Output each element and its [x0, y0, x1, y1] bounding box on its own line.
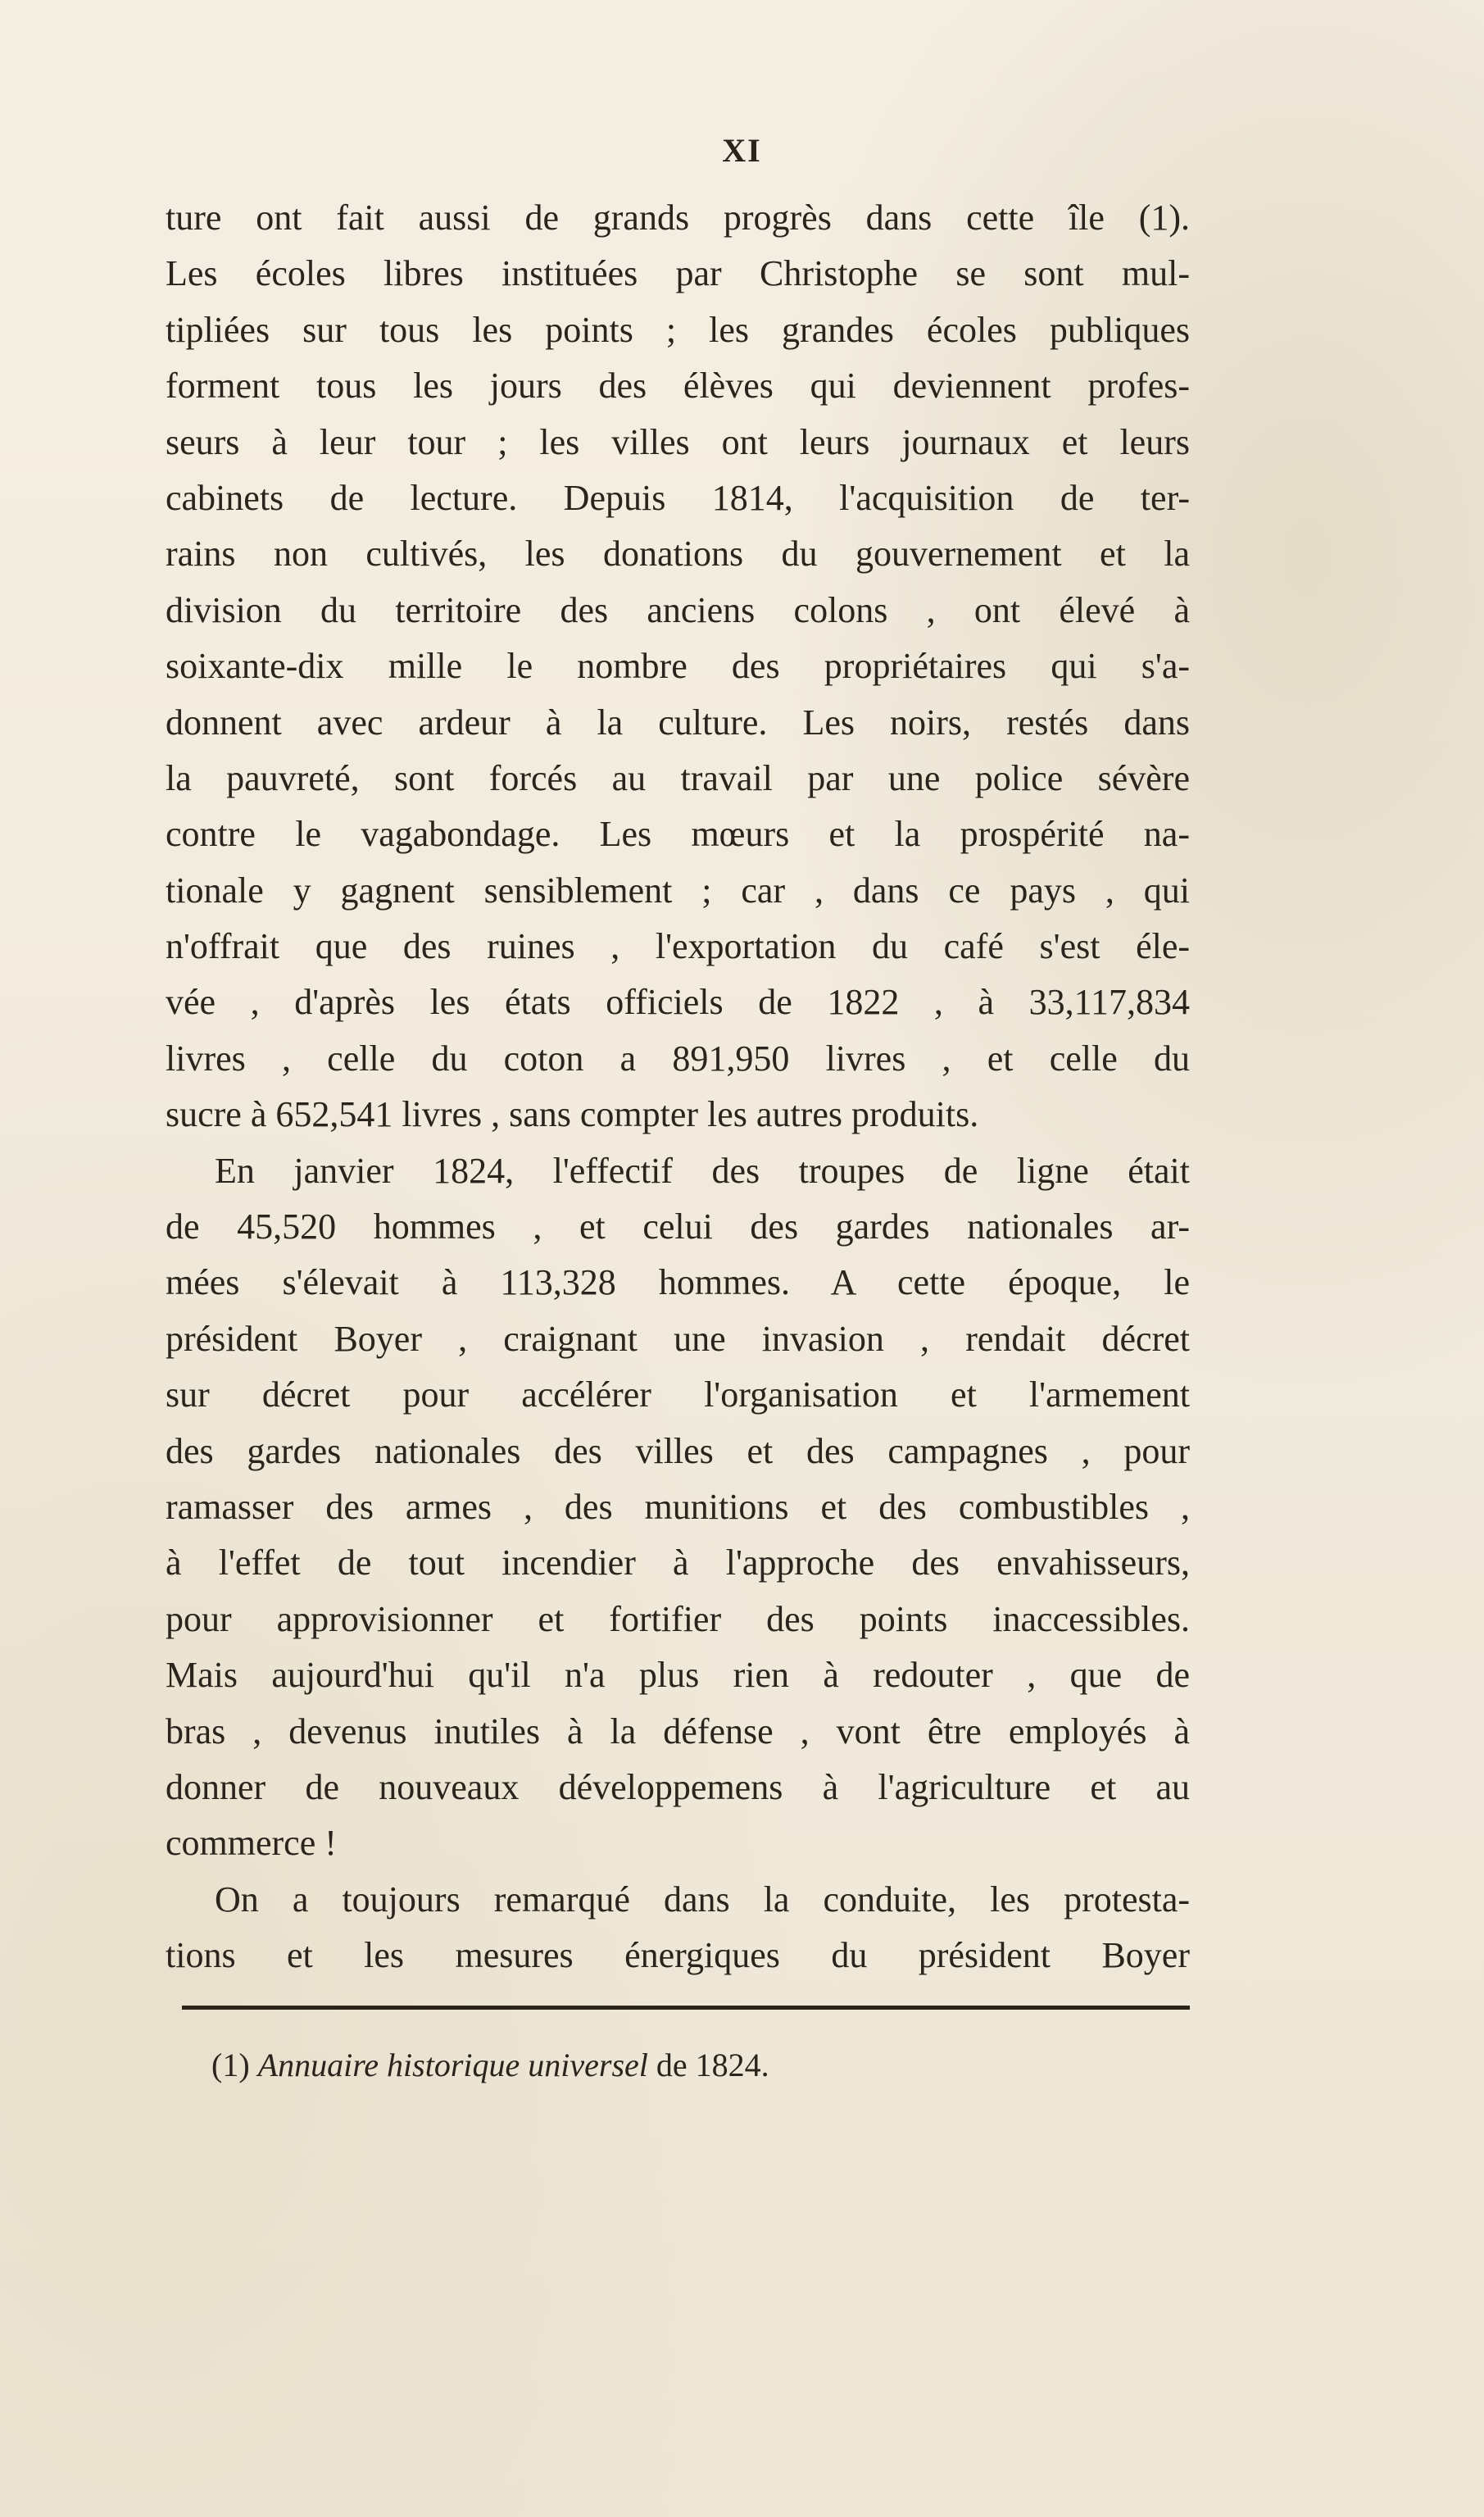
footnote-title: Annuaire historique universel	[257, 2047, 648, 2083]
text-line: pour approvisionner et fortifier des points inaccessibles.	[166, 1598, 1190, 1639]
text-line: commerce !	[166, 1823, 337, 1864]
text-line: bras , devenus inutiles à la défense , vont être employés à	[166, 1711, 1190, 1751]
text-line: Mais aujourd'hui qu'il n'a plus rien à redouter , que de	[166, 1655, 1190, 1696]
text-line: rains non cultivés, les donations du gouvernement et la	[166, 534, 1190, 575]
text-line: contre le vagabondage. Les mœurs et la prospérité na-	[166, 814, 1190, 855]
text-line: forment tous les jours des élèves qui deviennent profes-	[166, 366, 1190, 407]
text-line: la pauvreté, sont forcés au travail par une police sévère	[166, 757, 1190, 798]
text-line: n'offrait que des ruines , l'exportation du café s'est éle-	[166, 926, 1190, 967]
text-line: tipliées sur tous les points ; les grandes écoles publiques	[166, 309, 1190, 350]
text-line: seurs à leur tour ; les villes ont leurs journaux et leurs	[166, 421, 1190, 462]
text-line: soixante-dix mille le nombre des propriétaires qui s'a-	[166, 646, 1190, 687]
footnote-rest: de 1824.	[656, 2047, 769, 2083]
text-line: tionale y gagnent sensiblement ; car , dans ce pays , qui	[166, 870, 1190, 911]
text-line: ramasser des armes , des munitions et des combustibles ,	[166, 1486, 1190, 1527]
text-line: livres , celle du coton a 891,950 livres , et celle du	[166, 1038, 1190, 1079]
text-line: donner de nouveaux développemens à l'agriculture et au	[166, 1766, 1190, 1807]
text-line: On a toujours remarqué dans la conduite, les protesta-	[215, 1879, 1190, 1920]
text-line: de 45,520 hommes , et celui des gardes nationales ar-	[166, 1206, 1190, 1247]
footnote-marker: (1)	[211, 2047, 250, 2083]
text-line: président Boyer , craignant une invasion , rendait décret	[166, 1318, 1190, 1359]
text-line: En janvier 1824, l'effectif des troupes de ligne était	[215, 1150, 1190, 1191]
text-line: Les écoles libres instituées par Christophe se sont mul-	[166, 253, 1190, 294]
text-line: tions et les mesures énergiques du président Boyer	[166, 1935, 1190, 1976]
text-line: sur décret pour accélérer l'organisation et l'armement	[166, 1374, 1190, 1415]
page-number: XI	[722, 132, 762, 169]
text-line: sucre à 652,541 livres , sans compter les autres produits.	[166, 1094, 979, 1135]
body-text	[166, 190, 1190, 1984]
footnote	[211, 2041, 769, 2090]
text-line: division du territoire des anciens colons , ont élevé à	[166, 589, 1190, 630]
text-line: vée , d'après les états officiels de 1822 , à 33,117,834	[166, 982, 1190, 1023]
text-line: à l'effet de tout incendier à l'approche des envahisseurs,	[166, 1542, 1190, 1583]
text-line: cabinets de lecture. Depuis 1814, l'acquisition de ter-	[166, 477, 1190, 518]
text-line: mées s'élevait à 113,328 hommes. A cette époque, le	[166, 1262, 1190, 1303]
text-line: des gardes nationales des villes et des campagnes , pour	[166, 1430, 1190, 1471]
footnote-divider	[182, 2006, 1190, 2010]
text-line: donnent avec ardeur à la culture. Les noirs, restés dans	[166, 702, 1190, 743]
text-line: ture ont fait aussi de grands progrès dans cette île (1).	[166, 198, 1190, 238]
